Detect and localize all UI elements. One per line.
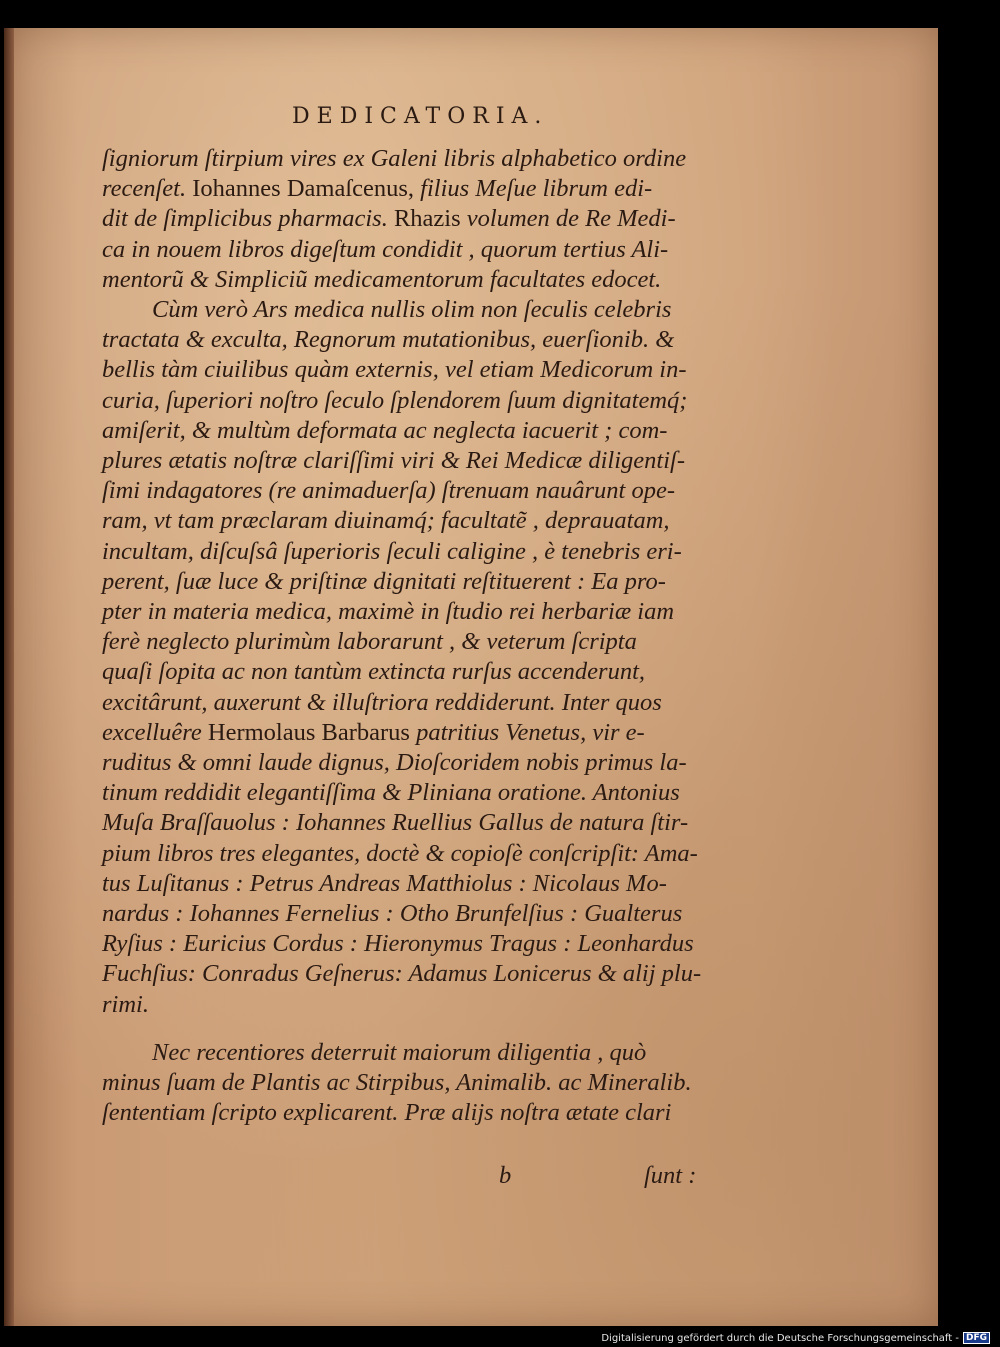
italic-text: tractata & exculta, Regnorum mutationibus, euerſionib. & <box>102 326 675 354</box>
italic-text: Fuchſius: Conradus Geſnerus: Adamus Lonicerus & alij plu- <box>102 960 702 988</box>
italic-text: excitârunt, auxerunt & illuſtriora reddiderunt. Inter quos <box>102 688 662 716</box>
italic-text: ram, vt tam præclaram diuinamq́; facultatẽ , deprauatam, <box>102 507 670 535</box>
text-line <box>102 416 742 446</box>
text-line <box>102 778 742 808</box>
text-line <box>102 567 742 597</box>
text-line <box>102 929 742 959</box>
text-line <box>102 265 742 295</box>
text-line <box>102 235 742 265</box>
italic-text: bellis tàm ciuilibus quàm externis, vel etiam Medicorum in- <box>102 356 687 384</box>
italic-text: recenſet. <box>102 175 193 203</box>
roman-name: Iohannes Damaſcenus, <box>192 175 415 203</box>
italic-text: tus Luſitanus : Petrus Andreas Matthiolus : Nicolaus Mo- <box>102 869 667 897</box>
text-line <box>102 325 742 355</box>
italic-text: nardus : Iohannes Fernelius : Otho Brunfelſius : Gualterus <box>102 900 683 928</box>
italic-text: ca in nouem libros digeſtum condidit , quorum tertius Ali- <box>102 235 669 263</box>
italic-text: volumen de Re Medi- <box>460 205 676 233</box>
text-line <box>102 295 742 325</box>
dfg-logo-icon: DFG <box>963 1332 990 1344</box>
italic-text: ſententiam ſcripto explicarent. Præ alijs noſtra ætate clari <box>102 1099 672 1127</box>
text-line <box>102 1068 742 1098</box>
italic-text: rimi. <box>102 990 149 1018</box>
text-line <box>102 899 742 929</box>
text-line <box>102 990 742 1020</box>
digitization-credit <box>601 1332 990 1344</box>
roman-name: Rhazis <box>393 205 461 233</box>
text-line <box>102 446 742 476</box>
roman-name: Hermolaus Barbarus <box>207 718 410 746</box>
catchword: ſunt : <box>644 1162 697 1189</box>
text-line <box>102 1038 742 1068</box>
book-page <box>4 28 938 1326</box>
italic-text: ſimi indagatores (re animaduerſa) ſtrenuam nauârunt ope- <box>102 477 675 505</box>
italic-text: mentorũ & Simpliciũ medicamentorum facultates edocet. <box>102 265 662 293</box>
text-line <box>102 355 742 385</box>
text-line <box>102 476 742 506</box>
italic-text: ferè neglecto plurimùm laborarunt , & veterum ſcripta <box>102 628 637 656</box>
text-line <box>102 386 742 416</box>
italic-text: tinum reddidit elegantiſſima & Pliniana oratione. Antonius <box>102 779 680 807</box>
italic-text: pter in materia medica, maximè in ſtudio rei herbariæ iam <box>102 598 675 626</box>
italic-text: curia, ſuperiori noſtro ſeculo ſplendorem ſuum dignitatemq́; <box>102 386 688 414</box>
credit-text: Digitalisierung gefördert durch die Deutsche Forschungsgemeinschaft - <box>601 1332 959 1344</box>
text-line <box>102 174 742 204</box>
page-spine-shadow <box>4 28 14 1326</box>
italic-text: minus ſuam de Plantis ac Stirpibus, Animalib. ac Mineralib. <box>102 1069 692 1097</box>
text-line <box>102 748 742 778</box>
text-line <box>102 204 742 234</box>
text-line <box>102 627 742 657</box>
text-line <box>102 144 742 174</box>
text-line <box>102 1098 742 1128</box>
italic-text: dit de ſimplicibus pharmacis. <box>102 205 394 233</box>
italic-text: ruditus & omni laude dignus, Dioſcoridem nobis primus la- <box>102 749 687 777</box>
text-line <box>102 506 742 536</box>
text-line <box>102 657 742 687</box>
italic-text: incultam, diſcuſsâ ſuperioris ſeculi caligine , è tenebris eri- <box>102 537 682 565</box>
running-header: DEDICATORIA. <box>292 104 549 129</box>
italic-text: amiſerit, & multùm deformata ac neglecta iacuerit ; com- <box>102 416 668 444</box>
text-line <box>102 688 742 718</box>
text-line <box>102 869 742 899</box>
italic-text: quaſi ſopita ac non tantùm extincta rurſus accenderunt, <box>102 658 646 686</box>
paragraph-gap <box>102 1020 742 1038</box>
italic-text: Nec recentiores deterruit maiorum diligentia , quò <box>152 1038 647 1066</box>
text-line <box>102 959 742 989</box>
italic-text: Cùm verò Ars medica nullis olim non ſeculis celebris <box>152 296 672 324</box>
text-line <box>102 808 742 838</box>
text-line <box>102 839 742 869</box>
italic-text: pium libros tres elegantes, doctè & copioſè conſcripſit: Ama- <box>102 839 698 867</box>
italic-text: patritius Venetus, vir e- <box>409 718 645 746</box>
italic-text: plures ætatis noſtræ clariſſimi viri & Rei Medicæ diligentiſ- <box>102 447 685 475</box>
italic-text: Ryſius : Euricius Cordus : Hieronymus Tragus : Leonhardus <box>102 930 694 958</box>
text-line <box>102 597 742 627</box>
dedication-text <box>102 144 742 1129</box>
italic-text: ſigniorum ſtirpium vires ex Galeni libris alphabetico ordine <box>102 145 687 172</box>
italic-text: Muſa Braſſauolus : Iohannes Ruellius Gallus de natura ſtir- <box>102 809 689 837</box>
italic-text: perent, ſuæ luce & priſtinæ dignitati reſtituerent : Ea pro- <box>102 567 666 595</box>
text-line <box>102 718 742 748</box>
text-line <box>102 537 742 567</box>
italic-text: filius Meſue librum edi- <box>414 175 653 203</box>
signature-mark: b <box>499 1162 512 1189</box>
italic-text: excelluêre <box>102 718 208 746</box>
